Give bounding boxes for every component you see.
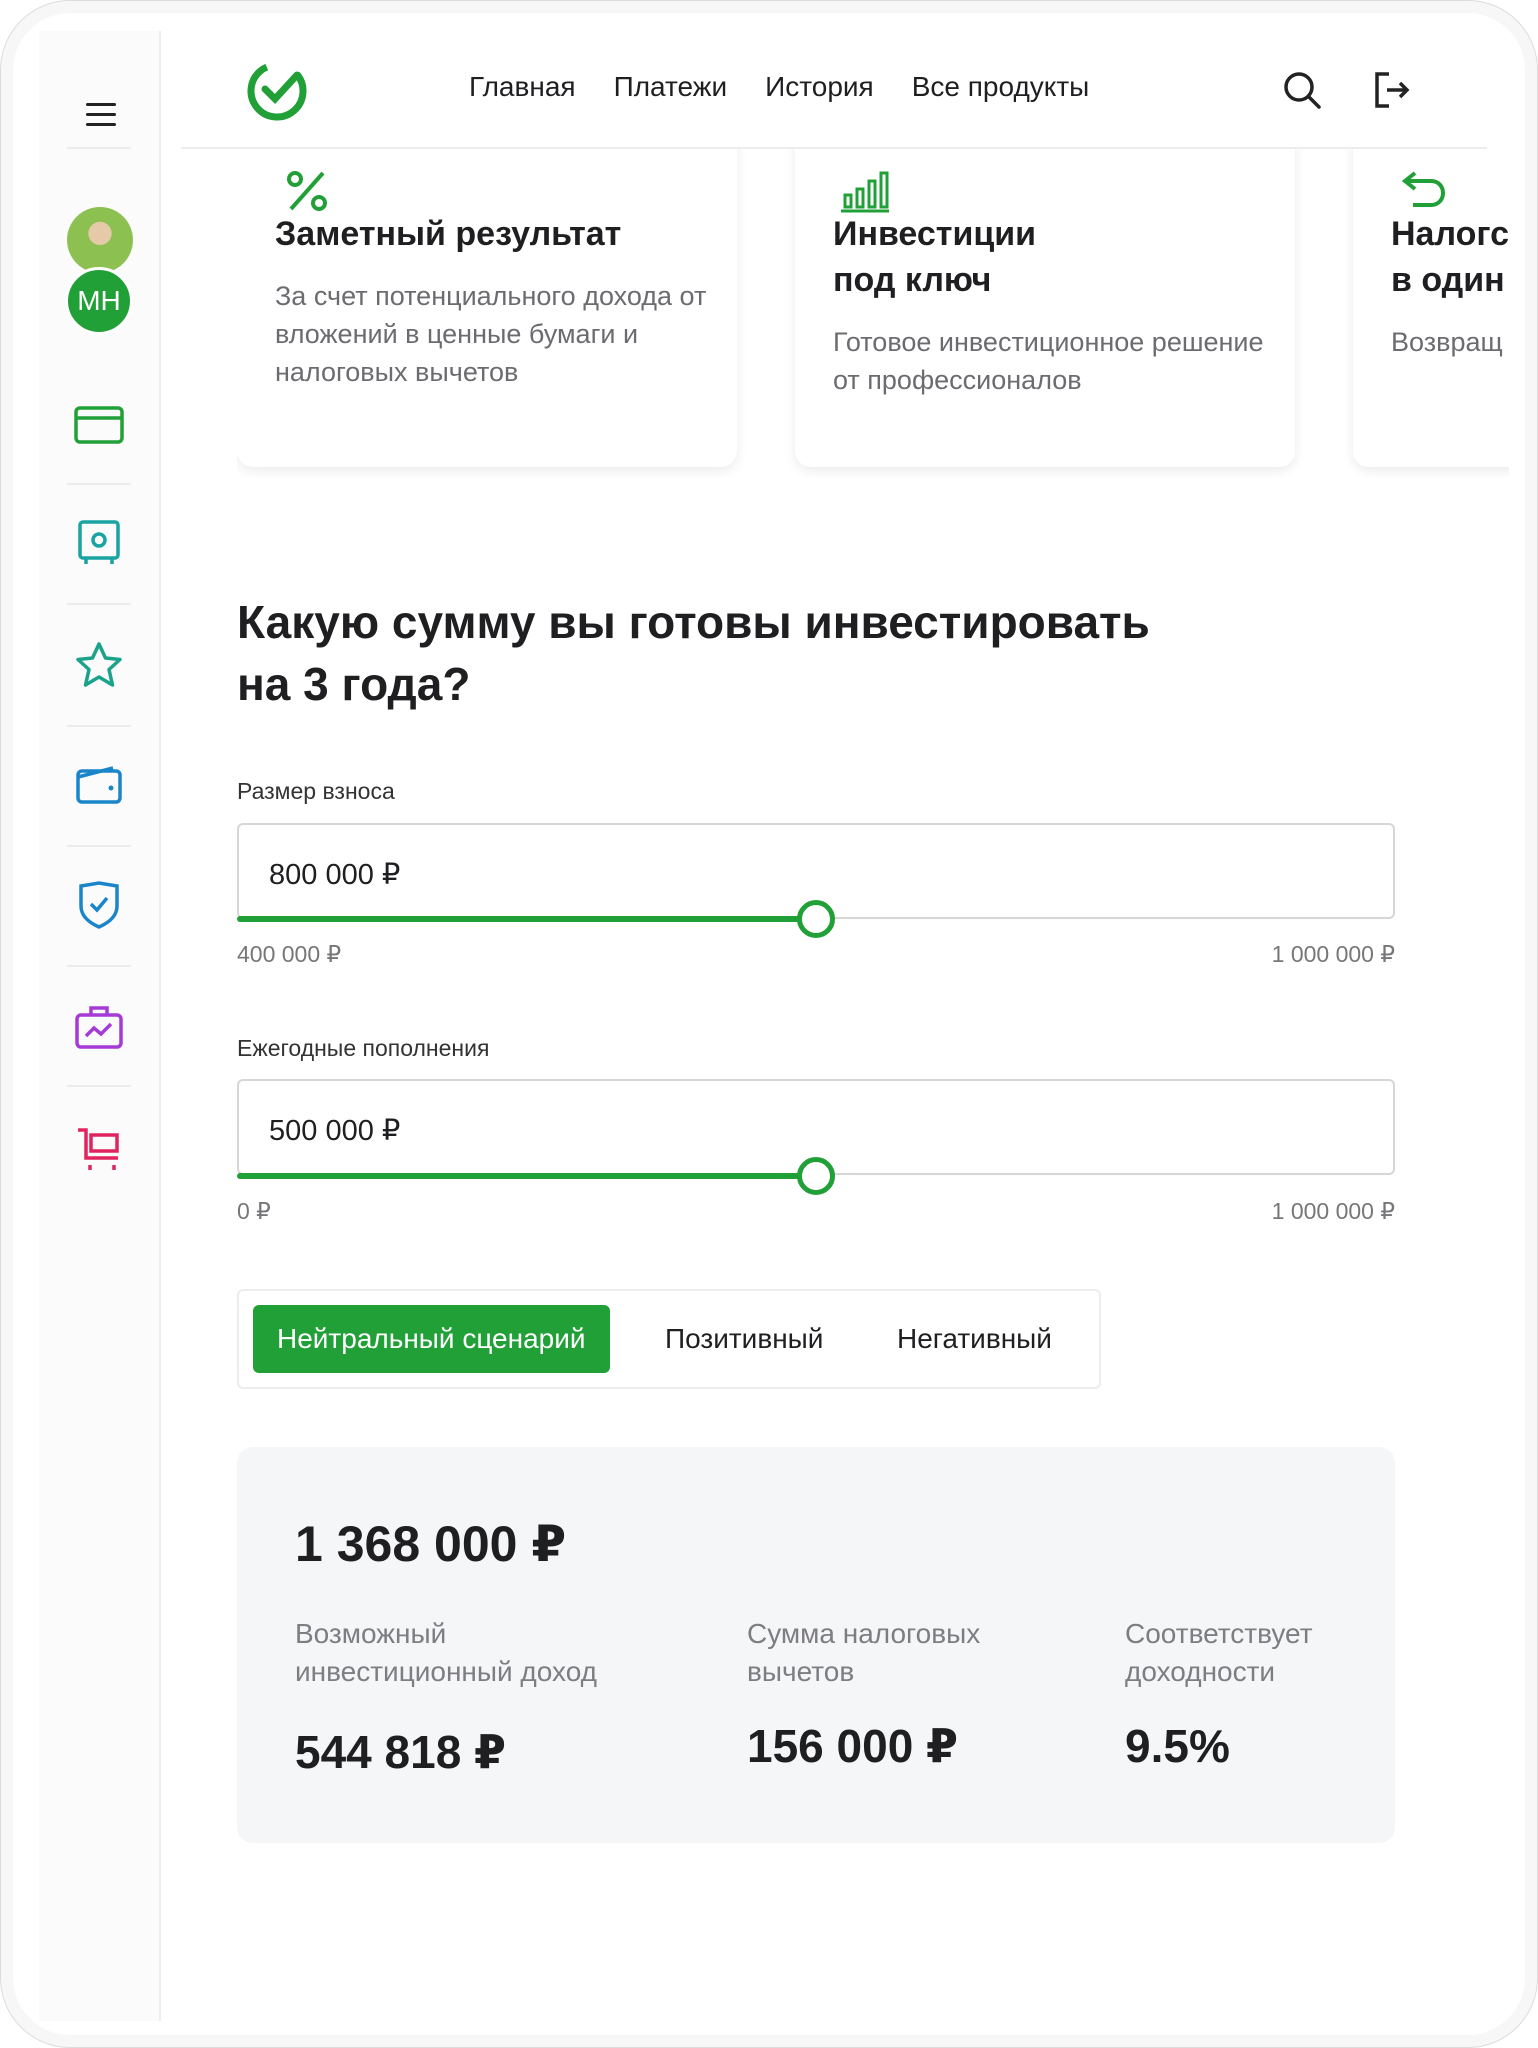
nav-item-home[interactable]: Главная [469, 71, 576, 102]
main-nav [469, 71, 1089, 103]
label-line: доходности [1125, 1656, 1276, 1687]
scenario-tabs [237, 1289, 1101, 1389]
tax-deduction-value: 156 000 ₽ [747, 1720, 959, 1772]
card-title-line: под ключ [833, 261, 992, 299]
card-title-line: Налогс [1391, 215, 1509, 253]
slider-fill [237, 916, 816, 922]
feature-card[interactable] [1353, 147, 1509, 467]
annual-value: 500 000 ₽ [269, 1115, 401, 1147]
card-title: Заметный результат [275, 215, 622, 253]
slider-thumb[interactable] [797, 900, 835, 938]
yield-value: 9.5% [1125, 1720, 1230, 1772]
result-panel [237, 1447, 1395, 1843]
label-line: Сумма налоговых [747, 1618, 981, 1649]
nav-item-payments[interactable]: Платежи [613, 71, 728, 102]
contribution-slider[interactable] [237, 916, 1395, 922]
shield-check-icon [77, 880, 121, 930]
card-title [1391, 211, 1509, 303]
logout-icon[interactable] [1371, 69, 1413, 111]
top-header [181, 31, 1487, 149]
briefcase-chart-icon [74, 1004, 124, 1050]
tab-neutral-scenario[interactable]: Нейтральный сценарий [253, 1305, 610, 1373]
return-arrow-icon [1399, 167, 1447, 215]
sidebar-item-insurance[interactable] [39, 847, 159, 963]
safe-icon [77, 519, 121, 567]
label-line: Возможный [295, 1618, 447, 1649]
sidebar-item-favorites[interactable] [39, 607, 159, 723]
tax-deduction-label [747, 1615, 1107, 1691]
wallet-icon [75, 765, 123, 805]
feature-cards-carousel [237, 147, 1509, 477]
card-text: Готовое инвестиционное решение от профессионалов [833, 327, 1264, 395]
cart-icon [75, 1125, 123, 1173]
card-title-line: в один [1391, 261, 1505, 299]
feature-card[interactable] [795, 147, 1295, 467]
sidebar-item-shop[interactable] [39, 1091, 159, 1207]
contribution-label: Размер взноса [237, 778, 395, 804]
result-total: 1 368 000 ₽ [295, 1516, 567, 1572]
star-icon [73, 640, 125, 690]
slider-thumb[interactable] [797, 1157, 835, 1195]
sidebar-divider [67, 1085, 131, 1087]
income-label [295, 1615, 655, 1691]
label-line: инвестиционный доход [295, 1656, 597, 1687]
card-title [833, 211, 1273, 303]
hamburger-icon[interactable] [86, 103, 116, 127]
avatar-initials: МН [65, 267, 133, 335]
annual-slider[interactable] [237, 1173, 1395, 1179]
slider-min-label: 0 ₽ [237, 1198, 271, 1224]
yield-label [1125, 1615, 1485, 1691]
contribution-value: 800 000 ₽ [269, 859, 401, 891]
slider-max-label: 1 000 000 ₽ [1271, 941, 1395, 967]
sber-logo-icon[interactable] [245, 59, 309, 123]
tab-negative[interactable]: Негативный [897, 1323, 1052, 1354]
annual-label: Ежегодные пополнения [237, 1035, 490, 1061]
slider-max-label: 1 000 000 ₽ [1271, 1198, 1395, 1224]
card-title-line: Инвестиции [833, 215, 1037, 253]
bar-chart-icon [841, 167, 889, 215]
sidebar-divider [67, 965, 131, 967]
heading-line: на 3 года? [237, 658, 471, 710]
sidebar-item-wallet[interactable] [39, 727, 159, 843]
percent-icon [283, 167, 331, 215]
tab-positive[interactable]: Позитивный [665, 1323, 824, 1354]
sidebar-divider [67, 603, 131, 605]
label-line: вычетов [747, 1656, 855, 1687]
nav-item-all-products[interactable]: Все продукты [911, 71, 1090, 102]
slider-min-label: 400 000 ₽ [237, 941, 342, 967]
slider-fill [237, 1173, 816, 1179]
sidebar [39, 31, 161, 2021]
label-line: Соответствует [1125, 1618, 1313, 1649]
feature-card[interactable] [237, 147, 737, 467]
sidebar-item-investments[interactable] [39, 969, 159, 1085]
search-icon[interactable] [1281, 69, 1323, 111]
card-text: Возвращ [1391, 327, 1503, 357]
nav-item-history[interactable]: История [765, 71, 874, 102]
sidebar-divider [67, 147, 131, 149]
card-text: За счет потенциального дохода от вложений в ценные бумаги и налоговых вычетов [275, 281, 707, 387]
sidebar-item-deposits[interactable] [39, 485, 159, 601]
page-question-heading [237, 591, 1237, 715]
sidebar-item-cards[interactable] [39, 367, 159, 483]
card-icon [73, 405, 125, 445]
income-value: 544 818 ₽ [295, 1726, 507, 1778]
avatar-photo [67, 207, 133, 273]
avatar[interactable] [65, 207, 133, 337]
heading-line: Какую сумму вы готовы инвестировать [237, 596, 1150, 648]
